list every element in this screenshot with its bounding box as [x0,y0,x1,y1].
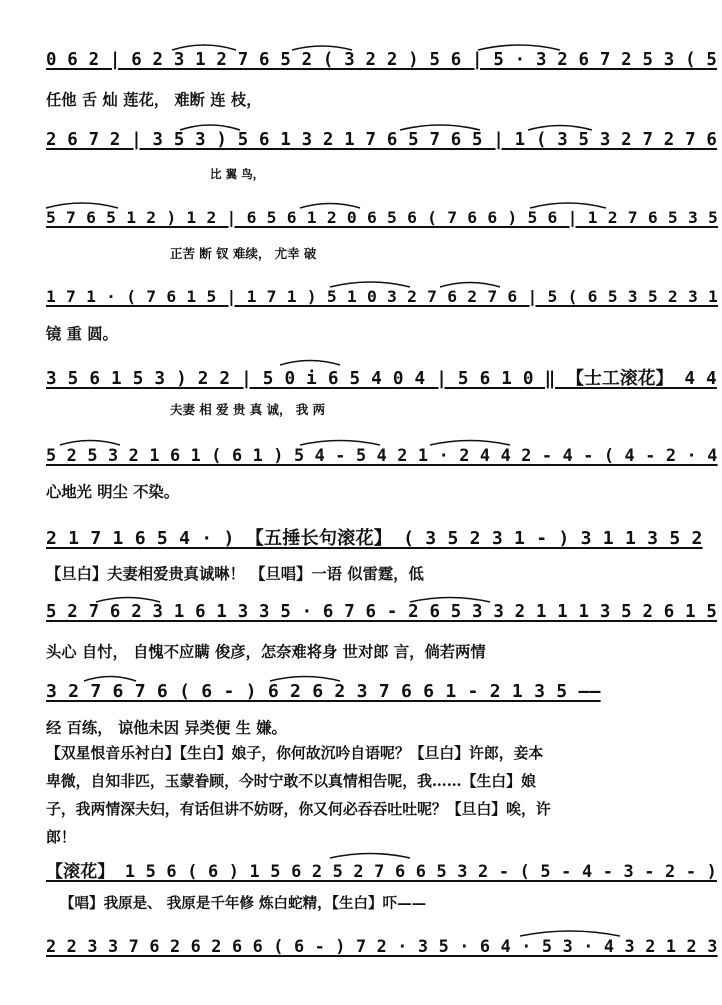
dialogue-line-1: 【双星恨音乐衬白】【生白】娘子，你何故沉吟自语呢？【旦白】许郎，妾本 [46,744,544,762]
notation-row-2: 2 6 7 2 | 3 5 3 ) 5 6 1 3 2 1 7 6 5 7 6 5 | 1 ( 3 5 3 2 7 2 7 6 [46,130,718,150]
dialogue-line-4: 郎！ [46,828,76,846]
lyric-row-6: 心地光 明尘 不染。 [46,483,180,501]
lyric-row-4: 镜 重 圆。 [46,325,118,343]
lyric-row-8: 头心 自忖， 自愧不应瞒 俊彦，怎奈难将身 世对郎 言，倘若两情 [46,643,486,661]
sung-line-1: 【唱】我原是、 我原是千年修 炼白蛇精，【生白】吓—— [60,895,427,912]
dialogue-line-3: 子，我两情深夫妇，有话但讲不妨呀，你又何必吞吞吐吐呢？【旦白】唉，许 [46,800,551,818]
notation-row-7: 2 1 7 1 6 5 4 · ) 【五捶长句滚花】 ( 3 5 2 3 1 - ) 3 1 1 3 5 2 [46,528,703,549]
notation-row-3: 5 7 6 5 1 2 ) 1 2 | 6 5 6 1 2 0 6 5 6 ( 7 6 6 ) 5 6 | 1 2 7 6 5 3 5 [46,208,719,227]
lyric-row-9: 经 百练， 谅他未因 异类便 生 嫌。 [46,719,287,737]
lyric-row-7: 【旦白】夫妻相爱贵真诚啉！ 【旦唱】一语 似雷霆，低 [46,565,424,583]
dialogue-line-2: 卑微，自知非匹，玉蒙眷顾，今时宁敢不以真情相告呢，我……【生白】娘 [46,772,536,790]
lyric-row-1: 任他 舌 灿 莲花， 难断 连 枝， [46,91,262,109]
lyric-row-3: 正苦 断 钗 难续， 尤幸 破 [170,246,317,261]
notation-row-11: 2 2 3 3 7 6 2 6 2 6 6 ( 6 - ) 7 2 · 3 5 · 6 4 · 5 3 · 4 3 2 1 2 3 [46,936,718,956]
notation-row-9: 3 2 7 6 7 6 ( 6 - ) 6 2 6 2 3 7 6 6 1 - 2 1 3 5 —— [46,681,601,702]
notation-row-5: 3 5 6 1 5 3 ) 2 2 | 5 0 i 6 5 4 0 4 | 5 6 1 0 ‖ 【士工滚花】 4 4 [46,369,717,389]
lyric-row-2: 比 翼 鸟， [210,167,265,181]
lyric-row-5: 夫妻 相 爱 贵 真 诚， 我 两 [170,402,326,417]
notation-row-8: 5 2 7 6 2 3 1 6 1 3 3 5 · 6 7 6 - 2 6 5 3 3 2 1 1 1 3 5 2 6 1 5 [46,602,718,622]
notation-row-4: 1 7 1 · ( 7 6 1 5 | 1 7 1 ) 5 1 0 3 2 7 6 2 7 6 | 5 ( 6 5 3 5 2 3 1 [46,287,719,306]
notation-row-10: 【滚花】 1 5 6 ( 6 ) 1 5 6 2 5 2 7 6 6 5 3 2 - ( 5 - 4 - 3 - 2 - ) [46,861,717,881]
notation-row-1: 0 6 2 | 6 2 3 1 2 7 6 5 2 ( 3 2 2 ) 5 6 | 5 · 3 2 6 7 2 5 3 ( 5 [46,50,718,70]
notation-row-6: 5 2 5 3 2 1 6 1 ( 6 1 ) 5 4 - 5 4 2 1 · 2 4 4 2 - 4 - ( 4 - 2 · 4 [46,445,718,465]
